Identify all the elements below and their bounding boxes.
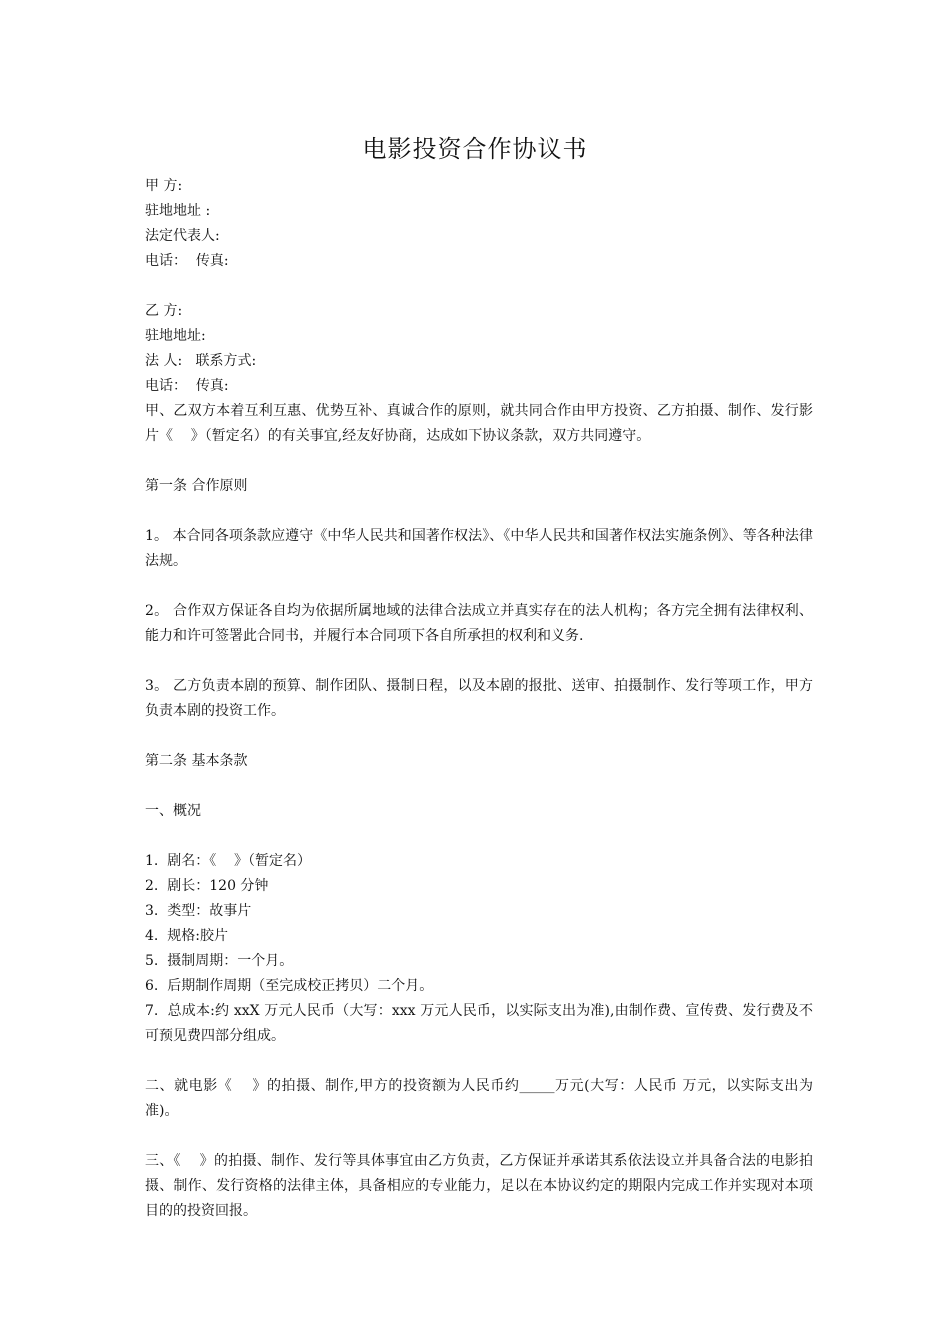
party-a-label: 甲 方: [145, 178, 183, 194]
spacer [145, 1124, 813, 1149]
spacer [145, 449, 813, 474]
spacer [145, 274, 813, 299]
article-2-heading: 第二条 基本条款 [145, 753, 248, 769]
party-b-contact: 电话： 传真: [145, 378, 229, 394]
article-1-item-3: 3。 乙方负责本剧的预算、制作团队、摄制日程，以及本剧的报批、送审、拍摄制作、发行等项工作，甲方负责本剧的投资工作。 [145, 678, 813, 719]
spacer [145, 1049, 813, 1074]
document-title: 电影投资合作协议书 [362, 135, 588, 163]
overview-heading: 一、概况 [145, 803, 201, 819]
overview-item-1: 1. 剧名：《 》（暂定名） [145, 853, 312, 869]
document-body [145, 174, 813, 1224]
overview-item-5: 5. 摄制周期：一个月。 [145, 953, 294, 969]
spacer [145, 649, 813, 674]
overview-item-7: 7. 总成本:约 xxX 万元人民币（大写：xxx 万元人民币，以实际支出为准),由制作费、宣传费、发行费及不可预见费四部分组成。 [145, 1003, 813, 1044]
spacer [145, 824, 813, 849]
intro-paragraph: 甲、乙双方本着互利互惠、优势互补、真诚合作的原则，就共同合作由甲方投资、乙方拍摄、制作、发行影片《 》（暂定名）的有关事宜,经友好协商，达成如下协议条款，双方共同遵守。 [145, 403, 813, 444]
spacer [145, 574, 813, 599]
party-b-address: 驻地地址: [145, 328, 206, 344]
spacer [145, 724, 813, 749]
spacer [145, 499, 813, 524]
party-a-representative: 法定代表人: [145, 228, 220, 244]
overview-item-6: 6. 后期制作周期（至完成校正拷贝）二个月。 [145, 978, 434, 994]
party-a-address: 驻地地址 : [145, 203, 211, 219]
article-1-heading: 第一条 合作原则 [145, 478, 248, 494]
spacer [145, 774, 813, 799]
overview-item-2: 2. 剧长：120 分钟 [145, 878, 269, 894]
article-1-item-2: 2。 合作双方保证各自均为依据所属地域的法律合法成立并真实存在的法人机构；各方完全拥有法律权利、能力和许可签署此合同书，并履行本合同项下各自所承担的权利和义务. [145, 603, 813, 644]
overview-item-3: 3. 类型：故事片 [145, 903, 252, 919]
article-1-item-1: 1。 本合同各项条款应遵守《中华人民共和国著作权法》、《中华人民共和国著作权法实施条例》、等各种法律法规。 [145, 528, 813, 569]
party-b-person: 法 人: 联系方式: [145, 353, 257, 369]
overview-item-4: 4. 规格:胶片 [145, 928, 228, 944]
party-b-label: 乙 方: [145, 303, 183, 319]
party-a-contact: 电话： 传真: [145, 253, 229, 269]
clause-3: 三、《 》的拍摄、制作、发行等具体事宜由乙方负责，乙方保证并承诺其系依法设立并具备合法的电影拍摄、制作、发行资格的法律主体，具备相应的专业能力，足以在本协议约定的期限内完成工作并实现对本项目的的投资回报。 [145, 1153, 813, 1219]
clause-2: 二、就电影《 》的拍摄、制作,甲方的投资额为人民币约_____万元(大写：人民币 万元，以实际支出为准)。 [145, 1078, 813, 1119]
